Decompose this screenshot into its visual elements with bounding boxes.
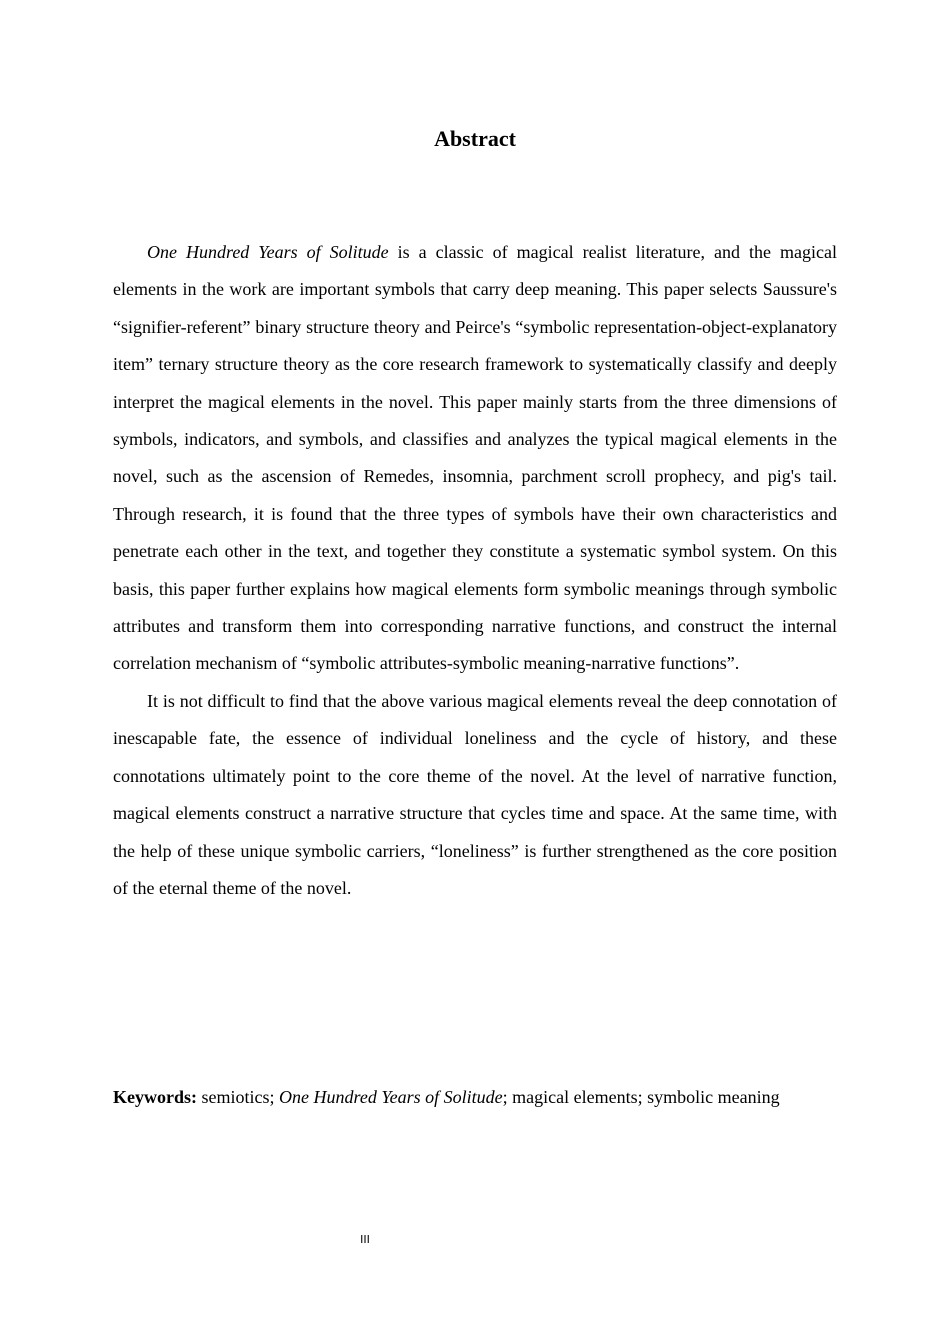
abstract-title: Abstract: [434, 126, 516, 151]
page-number: III: [360, 1233, 370, 1246]
keywords-line: [113, 1079, 837, 1116]
book-title-italic: One Hundred Years of Solitude: [147, 242, 389, 262]
abstract-paragraph-1: [113, 234, 837, 683]
paragraph-1-text: is a classic of magical realist literature, and the magical elements in the work are important symbols that carry deep meaning. This paper selects Saussure's “signifier-referent” binary structure theory and Peirce's “symbolic representation-object-explanatory item” ternary structure theory as the core research framework to systematically classify and deeply interpret the magical elements in the novel. This paper mainly starts from the three dimensions of symbols, indicators, and symbols, and classifies and analyzes the typical magical elements in the novel, such as the ascension of Remedes, insomnia, parchment scroll prophecy, and pig's tail. Through research, it is found that the three types of symbols have their own characteristics and penetrate each other in the text, and together they constitute a systematic symbol system. On this basis, this paper further explains how magical elements form symbolic meanings through symbolic attributes and transform them into corresponding narrative functions, and construct the internal correlation mechanism of “symbolic attributes-symbolic meaning-narrative functions”.: [113, 242, 837, 674]
abstract-paragraph-2: It is not difficult to find that the above various magical elements reveal the deep connotation of inescapable fate, the essence of individual loneliness and the cycle of history, and these connotations ultimately point to the core theme of the novel. At the level of narrative function, magical elements construct a narrative structure that cycles time and space. At the same time, with the help of these unique symbolic carriers, “loneliness” is further strengthened as the core position of the eternal theme of the novel.: [113, 690, 837, 898]
keyword-book-title: One Hundred Years of Solitude: [279, 1087, 503, 1107]
keyword-semiotics: semiotics;: [197, 1087, 279, 1107]
abstract-body: [113, 234, 837, 907]
keywords-label: Keywords:: [113, 1087, 197, 1107]
keyword-rest: ; magical elements; symbolic meaning: [502, 1087, 780, 1107]
